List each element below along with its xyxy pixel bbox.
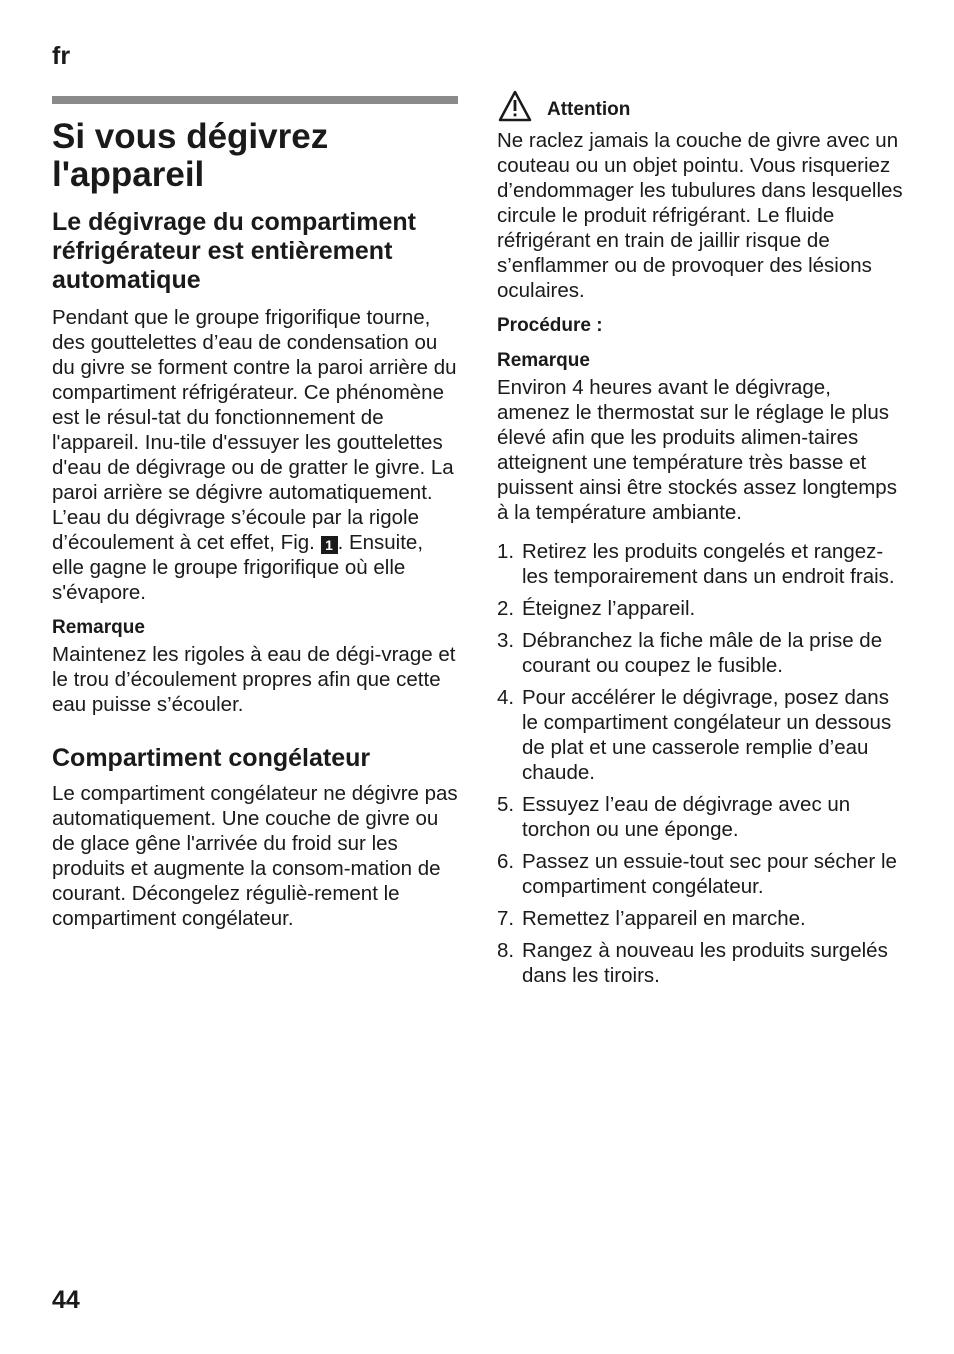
list-item (497, 792, 907, 842)
list-item (497, 938, 907, 988)
list-item (497, 906, 907, 931)
step-number: 3. (497, 629, 515, 652)
list-item (497, 849, 907, 899)
language-tag: fr (52, 42, 71, 70)
list-item (497, 539, 907, 589)
list-item (497, 596, 907, 621)
attention-text: Ne raclez jamais la couche de givre avec un couteau ou un objet pointu. Vous risqueriez d’endommager les tubulures dans lesquelles circule le produit réfrigérant. Le fluide réfrigérant en train de jaillir risque de s’enflammer ou de provoquer des lésions oculaires. (497, 129, 903, 302)
warning-triangle-icon (497, 89, 533, 123)
note-text: Maintenez les rigoles à eau de dégi-vrage et le trou d’écoulement propres afin que cette eau puisse s’écouler. (52, 643, 456, 716)
procedure-label: Procédure : (497, 315, 603, 336)
figure-reference-badge: 1 (321, 536, 338, 554)
section-rule (52, 96, 458, 104)
right-column (497, 88, 907, 995)
step-number: 4. (497, 686, 515, 709)
page-title: Si vous dégivrez l'appareil (52, 117, 329, 194)
section-subtitle: Le dégivrage du compartiment réfrigérateur est entièrement automatique (52, 208, 416, 294)
freezer-heading: Compartiment congélateur (52, 744, 371, 772)
step-text: Passez un essuie-tout sec pour sécher le compartiment congélateur. (522, 850, 897, 898)
step-number: 5. (497, 793, 515, 816)
freezer-text: Le compartiment congélateur ne dégivre pas automatiquement. Une couche de givre ou de glace gêne l'arrivée du froid sur les produits et augmente la consom-mation de courant. Décongelez réguliè-rement le compartiment congélateur. (52, 782, 458, 930)
page-number: 44 (52, 1286, 80, 1314)
step-text: Rangez à nouveau les produits surgelés dans les tiroirs. (522, 939, 888, 987)
note-label-right: Remarque (497, 350, 590, 371)
step-text: Remettez l’appareil en marche. (522, 907, 806, 930)
procedure-steps (497, 539, 907, 988)
step-number: 8. (497, 939, 515, 962)
list-item (497, 685, 907, 785)
step-text: Essuyez l’eau de dégivrage avec un torchon ou une éponge. (522, 793, 851, 841)
step-number: 2. (497, 597, 515, 620)
auto-defrost-text-a: Pendant que le groupe frigorifique tourne, des gouttelettes d’eau de condensation ou du givre se forment contre la paroi arrière du compartiment réfrigérateur. Ce phénomène est le résul-tat du fonctionnement de l'appareil. Inu-tile d'essuyer les gouttelettes d'eau de dégivrage ou de gratter le givre. La paroi arrière se dégivre automatiquement. L’eau du dégivrage s’écoule par la rigole d’écoulement à cet effet, Fig. (52, 306, 457, 554)
list-item (497, 628, 907, 678)
left-column (52, 96, 458, 931)
step-number: 7. (497, 907, 515, 930)
attention-label: Attention (547, 98, 631, 120)
step-text: Retirez les produits congelés et rangez-les temporairement dans un endroit frais. (522, 540, 895, 588)
note-text-right: Environ 4 heures avant le dégivrage, amenez le thermostat sur le réglage le plus élevé afin que les produits alimen-taires atteignent une température très basse et puissent ainsi être stockés assez longtemps à la température ambiante. (497, 376, 897, 524)
step-number: 6. (497, 850, 515, 873)
step-number: 1. (497, 540, 515, 563)
step-text: Éteignez l’appareil. (522, 597, 696, 620)
step-text: Débranchez la fiche mâle de la prise de courant ou coupez le fusible. (522, 629, 883, 677)
auto-defrost-text-b: . Ensuite, elle gagne le groupe frigorifique où elle s'évapore. (52, 531, 424, 604)
attention-header (497, 88, 907, 124)
note-label: Remarque (52, 617, 145, 638)
auto-defrost-paragraph (52, 305, 458, 605)
step-text: Pour accélérer le dégivrage, posez dans le compartiment congélateur un dessous de plat et une casserole remplie d’eau chaude. (522, 686, 892, 784)
